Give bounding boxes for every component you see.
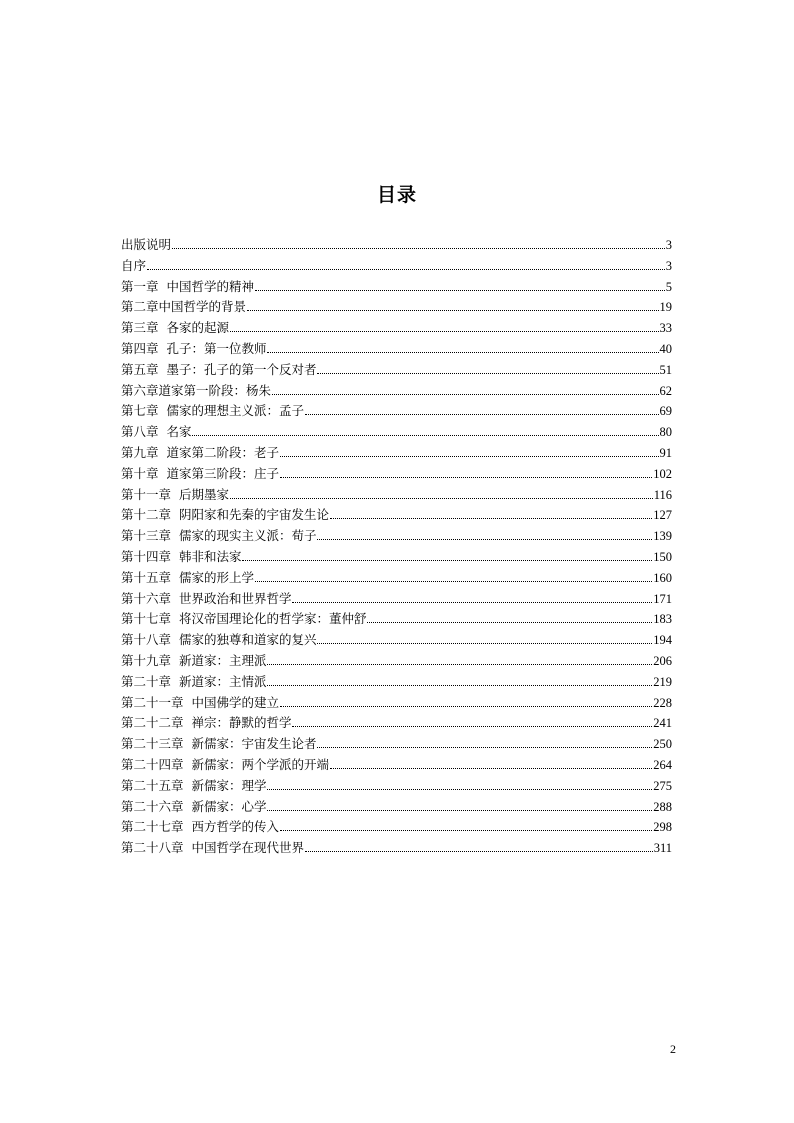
toc-dot-leader [305, 414, 659, 415]
toc-entry-title: 第六章道家第一阶段：杨朱 [121, 382, 272, 398]
toc-entry-page: 150 [653, 549, 672, 564]
toc-entry-title: 第三章 各家的起源 [121, 320, 229, 336]
toc-entry-page: 139 [653, 529, 672, 544]
toc-entry[interactable] [121, 797, 672, 818]
toc-entry-title: 第十章 道家第三阶段：庄子 [121, 465, 279, 481]
page-title: 目录 [376, 184, 417, 206]
toc-entry[interactable] [121, 443, 672, 464]
toc-entry-title: 第十一章 后期墨家 [121, 486, 229, 502]
toc-entry[interactable] [121, 256, 672, 277]
toc-entry[interactable] [121, 589, 672, 610]
toc-entry[interactable] [121, 547, 672, 568]
toc-entry-title: 第四章 孔子：第一位教师 [121, 340, 267, 356]
toc-entry[interactable] [121, 360, 672, 381]
toc-entry-title: 第十六章 世界政治和世界哲学 [121, 590, 292, 606]
toc-dot-leader [292, 602, 652, 603]
toc-entry-page: 33 [659, 321, 672, 336]
toc-dot-leader [255, 581, 652, 582]
toc-dot-leader [272, 394, 658, 395]
toc-dot-leader [280, 830, 652, 831]
toc-entry-page: 116 [653, 487, 672, 502]
toc-entry[interactable] [121, 297, 672, 318]
toc-entry-page: 250 [653, 737, 672, 752]
toc-entry-page: 298 [653, 820, 672, 835]
toc-entry-title: 第二十四章 新儒家：两个学派的开端 [121, 756, 329, 772]
toc-entry[interactable] [121, 672, 672, 693]
toc-dot-leader [267, 789, 652, 790]
toc-entry-page: 69 [659, 404, 672, 419]
table-of-contents [121, 235, 672, 859]
toc-entry[interactable] [121, 755, 672, 776]
toc-entry-page: 311 [653, 841, 672, 856]
toc-entry-title: 第二十二章 禅宗：静默的哲学 [121, 715, 292, 731]
toc-entry-title: 第十五章 儒家的形上学 [121, 569, 254, 585]
toc-entry[interactable] [121, 401, 672, 422]
toc-dot-leader [147, 269, 665, 270]
toc-entry-title: 第十八章 儒家的独尊和道家的复兴 [121, 632, 317, 648]
toc-entry-page: 3 [665, 258, 672, 273]
toc-entry-page: 264 [653, 757, 672, 772]
toc-entry[interactable] [121, 485, 672, 506]
toc-entry-page: 3 [665, 238, 672, 252]
toc-entry-page: 62 [659, 383, 672, 398]
toc-entry-title: 第十四章 韩非和法家 [121, 548, 242, 564]
toc-dot-leader [242, 560, 652, 561]
toc-entry[interactable] [121, 776, 672, 797]
toc-entry-title: 第九章 道家第二阶段：老子 [121, 444, 279, 460]
toc-entry-title: 第十七章 将汉帝国理论化的哲学家：董仲舒 [121, 611, 367, 627]
toc-dot-leader [367, 622, 652, 623]
toc-dot-leader [317, 373, 658, 374]
toc-entry-title: 第二十五章 新儒家：理学 [121, 777, 267, 793]
toc-entry-title: 出版说明 [121, 237, 172, 252]
toc-entry[interactable] [121, 526, 672, 547]
toc-dot-leader [280, 706, 652, 707]
toc-dot-leader [267, 810, 652, 811]
toc-entry-page: 171 [653, 591, 672, 606]
toc-dot-leader [267, 352, 658, 353]
toc-dot-leader [292, 726, 652, 727]
toc-entry[interactable] [121, 381, 672, 402]
toc-entry-title: 第十九章 新道家：主理派 [121, 652, 267, 668]
toc-entry-page: 160 [653, 570, 672, 585]
toc-entry[interactable] [121, 235, 672, 256]
toc-entry[interactable] [121, 464, 672, 485]
toc-dot-leader [267, 664, 652, 665]
toc-entry-page: 275 [653, 778, 672, 793]
toc-dot-leader [230, 331, 659, 332]
toc-entry-title: 第七章 儒家的理想主义派：孟子 [121, 403, 304, 419]
toc-entry-page: 5 [665, 279, 672, 294]
toc-entry[interactable] [121, 505, 672, 526]
toc-entry-title: 第二十八章 中国哲学在现代世界 [121, 840, 304, 856]
toc-entry[interactable] [121, 651, 672, 672]
toc-entry[interactable] [121, 693, 672, 714]
toc-dot-leader [317, 643, 652, 644]
toc-entry-page: 40 [659, 341, 672, 356]
toc-entry-title: 第二十六章 新儒家：心学 [121, 798, 267, 814]
toc-dot-leader [255, 290, 665, 291]
toc-entry[interactable] [121, 277, 672, 298]
toc-entry-title: 第十二章 阴阳家和先秦的宇宙发生论 [121, 507, 329, 523]
toc-entry[interactable] [121, 609, 672, 630]
toc-dot-leader [172, 248, 665, 249]
toc-entry-page: 206 [653, 653, 672, 668]
toc-entry-page: 219 [653, 674, 672, 689]
toc-entry-page: 228 [653, 695, 672, 710]
toc-dot-leader [267, 685, 652, 686]
toc-entry-page: 127 [653, 508, 672, 523]
toc-entry[interactable] [121, 339, 672, 360]
toc-dot-leader [330, 518, 652, 519]
toc-dot-leader [317, 747, 652, 748]
toc-entry[interactable] [121, 422, 672, 443]
toc-entry-title: 第二十一章 中国佛学的建立 [121, 694, 279, 710]
toc-entry-page: 80 [659, 425, 672, 440]
toc-dot-leader [330, 768, 652, 769]
toc-dot-leader [230, 498, 653, 499]
toc-dot-leader [305, 851, 653, 852]
toc-entry-title: 第二章中国哲学的背景 [121, 299, 247, 315]
toc-entry-page: 51 [659, 362, 672, 377]
toc-entry-title: 第二十章 新道家：主情派 [121, 673, 267, 689]
toc-dot-leader [280, 477, 652, 478]
toc-entry[interactable] [121, 630, 672, 651]
toc-dot-leader [247, 310, 658, 311]
toc-entry[interactable] [121, 734, 672, 755]
toc-entry-page: 19 [659, 300, 672, 315]
toc-entry-title: 自序 [121, 257, 147, 273]
toc-entry[interactable] [121, 817, 672, 838]
toc-entry-title: 第二十七章 西方哲学的传入 [121, 819, 279, 835]
toc-dot-leader [317, 539, 652, 540]
toc-dot-leader [192, 435, 658, 436]
toc-entry-title: 第八章 名家 [121, 424, 192, 440]
toc-entry-page: 183 [653, 612, 672, 627]
toc-entry-page: 288 [653, 799, 672, 814]
toc-dot-leader [280, 456, 659, 457]
toc-entry-page: 91 [659, 445, 672, 460]
toc-entry-page: 102 [653, 466, 672, 481]
toc-entry-title: 第一章 中国哲学的精神 [121, 278, 254, 294]
toc-entry[interactable] [121, 318, 672, 339]
toc-entry-title: 第二十三章 新儒家：宇宙发生论者 [121, 736, 317, 752]
page-number: 2 [670, 1042, 676, 1056]
toc-entry-page: 194 [653, 633, 672, 648]
toc-entry[interactable] [121, 713, 672, 734]
toc-entry-title: 第五章 墨子：孔子的第一个反对者 [121, 361, 317, 377]
toc-entry[interactable] [121, 838, 672, 859]
toc-entry[interactable] [121, 568, 672, 589]
toc-entry-title: 第十三章 儒家的现实主义派：荀子 [121, 528, 317, 544]
toc-entry-page: 241 [653, 716, 672, 731]
